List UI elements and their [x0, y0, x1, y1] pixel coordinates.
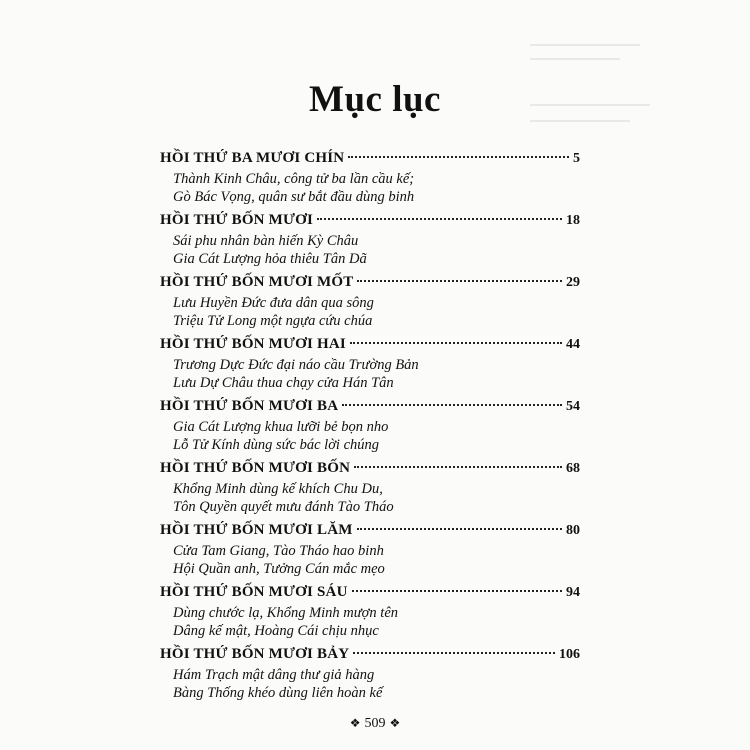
chapter-heading: HỒI THỨ BA MƯƠI CHÍN — [160, 150, 345, 166]
chapter-subtitle-line: Cửa Tam Giang, Tào Tháo hao binh — [173, 543, 384, 559]
chapter-subtitle-line: Khổng Minh dùng kế khích Chu Du, — [173, 481, 383, 497]
chapter-heading: HỒI THỨ BỐN MƯƠI MỐT — [160, 274, 354, 290]
chapter-subtitle-line: Gò Bác Vọng, quân sư bắt đầu dùng binh — [173, 189, 415, 205]
dot-leader — [357, 280, 562, 282]
chapter-heading: HỒI THỨ BỐN MƯƠI HAI — [160, 336, 346, 352]
dot-leader — [317, 218, 562, 220]
page-number: 509 — [364, 716, 386, 731]
chapter-heading: HỒI THỨ BỐN MƯƠI BA — [160, 398, 339, 414]
toc-heading-row — [160, 150, 580, 170]
toc-entry[interactable] — [160, 150, 580, 212]
chapter-subtitle-line: Sái phu nhân bàn hiến Kỳ Châu — [173, 233, 359, 249]
toc-entry[interactable] — [160, 646, 580, 708]
chapter-heading: HỒI THỨ BỐN MƯƠI LĂM — [160, 522, 353, 538]
chapter-subtitle-line: Gia Cát Lượng hỏa thiêu Tân Dã — [173, 251, 367, 267]
toc-entry[interactable] — [160, 584, 580, 646]
toc-heading-row — [160, 398, 580, 418]
toc-heading-row — [160, 584, 580, 604]
chapter-subtitle-line: Dâng kế mật, Hoàng Cái chịu nhục — [173, 623, 379, 639]
chapter-page-number: 54 — [566, 399, 580, 414]
chapter-subtitle-line: Lưu Huyền Đức đưa dân qua sông — [173, 295, 374, 311]
toc-heading-row — [160, 274, 580, 294]
dot-leader — [350, 342, 562, 344]
chapter-subtitle-line: Tôn Quyền quyết mưu đánh Tào Tháo — [173, 499, 394, 515]
chapter-subtitle-line: Triệu Tử Long một ngựa cứu chúa — [173, 313, 373, 329]
bleed-through-line — [530, 44, 640, 46]
toc-heading-row — [160, 646, 580, 666]
chapter-subtitle-line: Dùng chước lạ, Khổng Minh mượn tên — [173, 605, 399, 621]
dot-leader — [357, 528, 562, 530]
dot-leader — [352, 590, 562, 592]
table-of-contents — [160, 150, 580, 708]
chapter-page-number: 29 — [566, 275, 580, 290]
toc-entry[interactable] — [160, 212, 580, 274]
dot-leader — [348, 156, 569, 158]
toc-heading-row — [160, 522, 580, 542]
dot-leader — [354, 466, 562, 468]
toc-entry[interactable] — [160, 336, 580, 398]
chapter-subtitle-line: Hám Trạch mật dâng thư giả hàng — [173, 667, 375, 683]
chapter-subtitle-line: Lưu Dự Châu thua chạy cửa Hán Tân — [173, 375, 394, 391]
chapter-page-number: 44 — [566, 337, 580, 352]
dot-leader — [342, 404, 562, 406]
chapter-page-number: 18 — [566, 213, 580, 228]
chapter-page-number: 5 — [573, 151, 580, 166]
chapter-page-number: 106 — [559, 647, 580, 662]
ornament-right: ❖ — [389, 716, 401, 730]
page-title: Mục lục — [309, 79, 441, 120]
chapter-subtitle-line: Bàng Thống khéo dùng liên hoàn kế — [173, 685, 383, 701]
chapter-subtitle-line: Thành Kinh Châu, công tử ba lần cầu kế; — [173, 171, 415, 187]
chapter-subtitle-line: Trương Dực Đức đại náo cầu Trường Bản — [173, 357, 419, 373]
dot-leader — [353, 652, 555, 654]
toc-heading-row — [160, 336, 580, 356]
toc-entry[interactable] — [160, 274, 580, 336]
chapter-subtitle-line: Gia Cát Lượng khua lưỡi bẻ bọn nho — [173, 419, 389, 435]
chapter-heading: HỒI THỨ BỐN MƯƠI — [160, 212, 314, 228]
chapter-heading: HỒI THỨ BỐN MƯƠI SÁU — [160, 584, 348, 600]
ornament-left: ❖ — [349, 716, 361, 730]
page-footer — [0, 716, 750, 732]
toc-entry[interactable] — [160, 522, 580, 584]
toc-entry[interactable] — [160, 398, 580, 460]
toc-entry[interactable] — [160, 460, 580, 522]
chapter-subtitle-line: Hội Quần anh, Tưởng Cán mắc mẹo — [173, 561, 385, 577]
chapter-page-number: 68 — [566, 461, 580, 476]
bleed-through-line — [530, 58, 620, 60]
chapter-heading: HỒI THỨ BỐN MƯƠI BẢY — [160, 646, 350, 662]
toc-heading-row — [160, 460, 580, 480]
chapter-subtitle-line: Lỗ Tử Kính dùng sức bác lời chúng — [173, 437, 380, 453]
chapter-page-number: 80 — [566, 523, 580, 538]
chapter-heading: HỒI THỨ BỐN MƯƠI BỐN — [160, 460, 351, 476]
chapter-page-number: 94 — [566, 585, 580, 600]
toc-heading-row — [160, 212, 580, 232]
